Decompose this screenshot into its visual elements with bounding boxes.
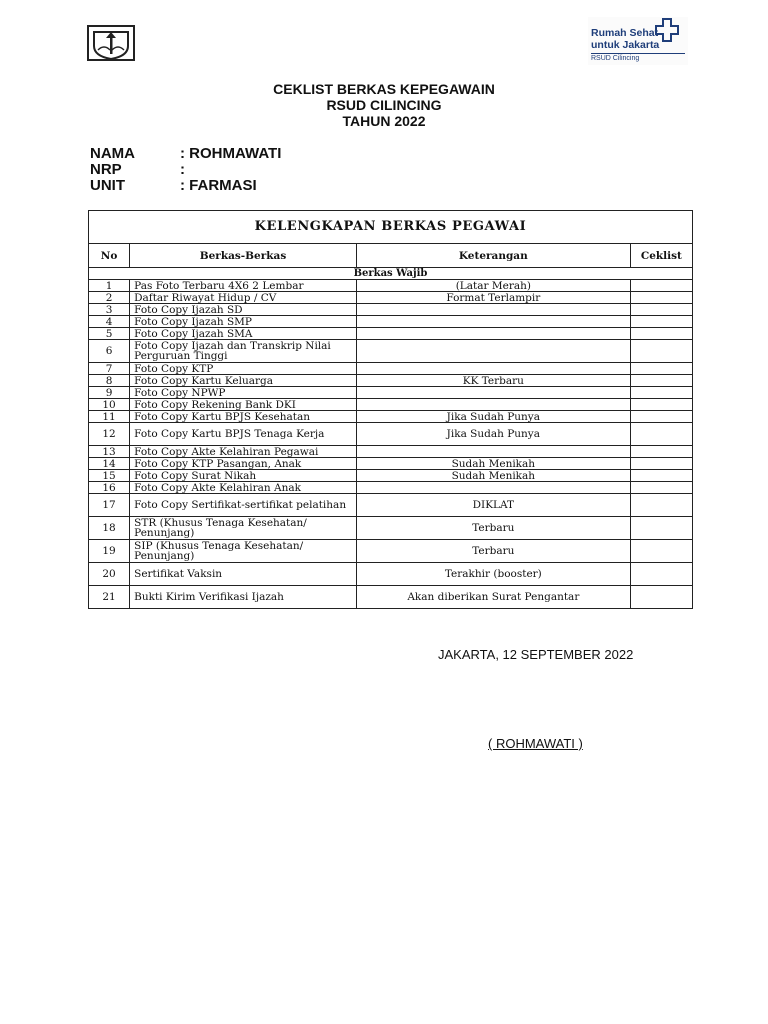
- jakarta-crest-icon: [86, 24, 136, 62]
- logo-divider: [591, 53, 685, 54]
- row-check-cell[interactable]: [630, 446, 692, 458]
- table-row: [89, 446, 693, 458]
- row-number: 17: [89, 494, 130, 517]
- row-check-cell[interactable]: [630, 304, 692, 316]
- row-document: Foto Copy NPWP: [130, 387, 357, 399]
- table-row: [89, 540, 693, 563]
- document-title: CEKLIST BERKAS KEPEGAWAIN: [273, 81, 495, 97]
- row-document: Pas Foto Terbaru 4X6 2 Lembar: [130, 280, 357, 292]
- row-check-cell[interactable]: [630, 292, 692, 304]
- section-header-berkas-wajib: Berkas Wajib: [89, 268, 693, 280]
- row-document: Foto Copy Akte Kelahiran Anak: [130, 482, 357, 494]
- row-number: 15: [89, 470, 130, 482]
- column-header-no: No: [89, 244, 130, 268]
- row-check-cell[interactable]: [630, 482, 692, 494]
- row-number: 5: [89, 328, 130, 340]
- column-header-keterangan: Keterangan: [356, 244, 630, 268]
- employee-nrp-value: :: [180, 161, 185, 178]
- employee-unit-row: [90, 178, 257, 194]
- table-row: [89, 316, 693, 328]
- row-check-cell[interactable]: [630, 399, 692, 411]
- row-document: Foto Copy Kartu BPJS Kesehatan: [130, 411, 357, 423]
- employee-nrp-label: NRP: [90, 161, 122, 178]
- row-number: 4: [89, 316, 130, 328]
- table-row: [89, 494, 693, 517]
- row-number: 1: [89, 280, 130, 292]
- row-check-cell[interactable]: [630, 494, 692, 517]
- employee-name-label: NAMA: [90, 145, 135, 162]
- row-number: 13: [89, 446, 130, 458]
- row-document: Foto Copy Sertifikat-sertifikat pelatihan: [130, 494, 357, 517]
- row-number: 6: [89, 340, 130, 363]
- table-row: [89, 411, 693, 423]
- signature-name: ( ROHMAWATI ): [488, 736, 583, 751]
- table-row: [89, 470, 693, 482]
- row-check-cell[interactable]: [630, 340, 692, 363]
- employee-name-row: [90, 146, 281, 162]
- place-date: JAKARTA, 12 SEPTEMBER 2022: [438, 647, 634, 662]
- row-document: Foto Copy Kartu Keluarga: [130, 375, 357, 387]
- row-number: 7: [89, 363, 130, 375]
- row-document: Foto Copy Kartu BPJS Tenaga Kerja: [130, 423, 357, 446]
- row-note: (Latar Merah): [356, 280, 630, 292]
- document-subtitle-hospital: RSUD CILINCING: [326, 97, 442, 113]
- table-row: [89, 482, 693, 494]
- row-check-cell[interactable]: [630, 363, 692, 375]
- row-note: [356, 304, 630, 316]
- row-check-cell[interactable]: [630, 280, 692, 292]
- row-note: Terbaru: [356, 517, 630, 540]
- column-header-ceklist: Ceklist: [630, 244, 692, 268]
- table-row: [89, 363, 693, 375]
- row-document: Foto Copy Ijazah SD: [130, 304, 357, 316]
- table-row: [89, 280, 693, 292]
- row-note: KK Terbaru: [356, 375, 630, 387]
- row-note: [356, 363, 630, 375]
- row-number: 3: [89, 304, 130, 316]
- row-number: 9: [89, 387, 130, 399]
- table-row: [89, 328, 693, 340]
- row-number: 20: [89, 563, 130, 586]
- row-document: STR (Khusus Tenaga Kesehatan/ Penunjang): [130, 517, 357, 540]
- row-note: [356, 482, 630, 494]
- row-number: 11: [89, 411, 130, 423]
- row-document: Foto Copy Rekening Bank DKI: [130, 399, 357, 411]
- row-note: [356, 316, 630, 328]
- row-note: Sudah Menikah: [356, 458, 630, 470]
- table-row: [89, 399, 693, 411]
- row-check-cell[interactable]: [630, 411, 692, 423]
- row-number: 2: [89, 292, 130, 304]
- row-number: 16: [89, 482, 130, 494]
- row-document: Foto Copy Akte Kelahiran Pegawai: [130, 446, 357, 458]
- row-note: Sudah Menikah: [356, 470, 630, 482]
- row-note: Jika Sudah Punya: [356, 423, 630, 446]
- row-check-cell[interactable]: [630, 517, 692, 540]
- employee-nrp-row: [90, 162, 185, 178]
- row-note: [356, 340, 630, 363]
- row-document: Foto Copy KTP Pasangan, Anak: [130, 458, 357, 470]
- row-number: 10: [89, 399, 130, 411]
- row-number: 12: [89, 423, 130, 446]
- table-row: [89, 563, 693, 586]
- row-check-cell[interactable]: [630, 563, 692, 586]
- row-note: [356, 387, 630, 399]
- row-number: 14: [89, 458, 130, 470]
- row-note: Format Terlampir: [356, 292, 630, 304]
- row-number: 21: [89, 586, 130, 609]
- row-document: SIP (Khusus Tenaga Kesehatan/ Penunjang): [130, 540, 357, 563]
- row-document: Foto Copy Ijazah SMP: [130, 316, 357, 328]
- employee-unit-value: : FARMASI: [180, 177, 257, 194]
- logo-line-1: Rumah Sehat: [591, 27, 659, 39]
- row-check-cell[interactable]: [630, 387, 692, 399]
- row-note: Jika Sudah Punya: [356, 411, 630, 423]
- row-check-cell[interactable]: [630, 375, 692, 387]
- row-document: Foto Copy Ijazah dan Transkrip Nilai Perguruan Tinggi: [130, 340, 357, 363]
- table-row: [89, 375, 693, 387]
- row-number: 8: [89, 375, 130, 387]
- row-document: Foto Copy KTP: [130, 363, 357, 375]
- table-main-header: KELENGKAPAN BERKAS PEGAWAI: [89, 211, 693, 244]
- row-document: Daftar Riwayat Hidup / CV: [130, 292, 357, 304]
- table-row: [89, 387, 693, 399]
- row-number: 19: [89, 540, 130, 563]
- row-note: Akan diberikan Surat Pengantar: [356, 586, 630, 609]
- row-note: [356, 446, 630, 458]
- row-note: DIKLAT: [356, 494, 630, 517]
- table-row: [89, 423, 693, 446]
- row-check-cell[interactable]: [630, 470, 692, 482]
- logo-line-3: RSUD Cilincing: [591, 55, 640, 62]
- row-check-cell[interactable]: [630, 423, 692, 446]
- table-row: [89, 304, 693, 316]
- row-document: Foto Copy Surat Nikah: [130, 470, 357, 482]
- table-row: [89, 586, 693, 609]
- row-number: 18: [89, 517, 130, 540]
- employee-unit-label: UNIT: [90, 177, 125, 194]
- table-row: [89, 517, 693, 540]
- row-check-cell[interactable]: [630, 458, 692, 470]
- rumah-sehat-logo: [588, 17, 688, 65]
- row-note: [356, 328, 630, 340]
- row-document: Bukti Kirim Verifikasi Ijazah: [130, 586, 357, 609]
- row-check-cell[interactable]: [630, 540, 692, 563]
- logo-line-2: untuk Jakarta: [591, 39, 660, 51]
- row-document: Sertifikat Vaksin: [130, 563, 357, 586]
- table-row: [89, 292, 693, 304]
- employee-name-value: : ROHMAWATI: [180, 145, 282, 162]
- row-check-cell[interactable]: [630, 316, 692, 328]
- row-check-cell[interactable]: [630, 328, 692, 340]
- table-row: [89, 458, 693, 470]
- document-subtitle-year: TAHUN 2022: [342, 113, 426, 129]
- row-note: Terakhir (booster): [356, 563, 630, 586]
- column-header-berkas: Berkas-Berkas: [130, 244, 357, 268]
- row-note: [356, 399, 630, 411]
- table-row: [89, 340, 693, 363]
- row-note: Terbaru: [356, 540, 630, 563]
- row-document: Foto Copy Ijazah SMA: [130, 328, 357, 340]
- checklist-table: [88, 210, 693, 609]
- row-check-cell[interactable]: [630, 586, 692, 609]
